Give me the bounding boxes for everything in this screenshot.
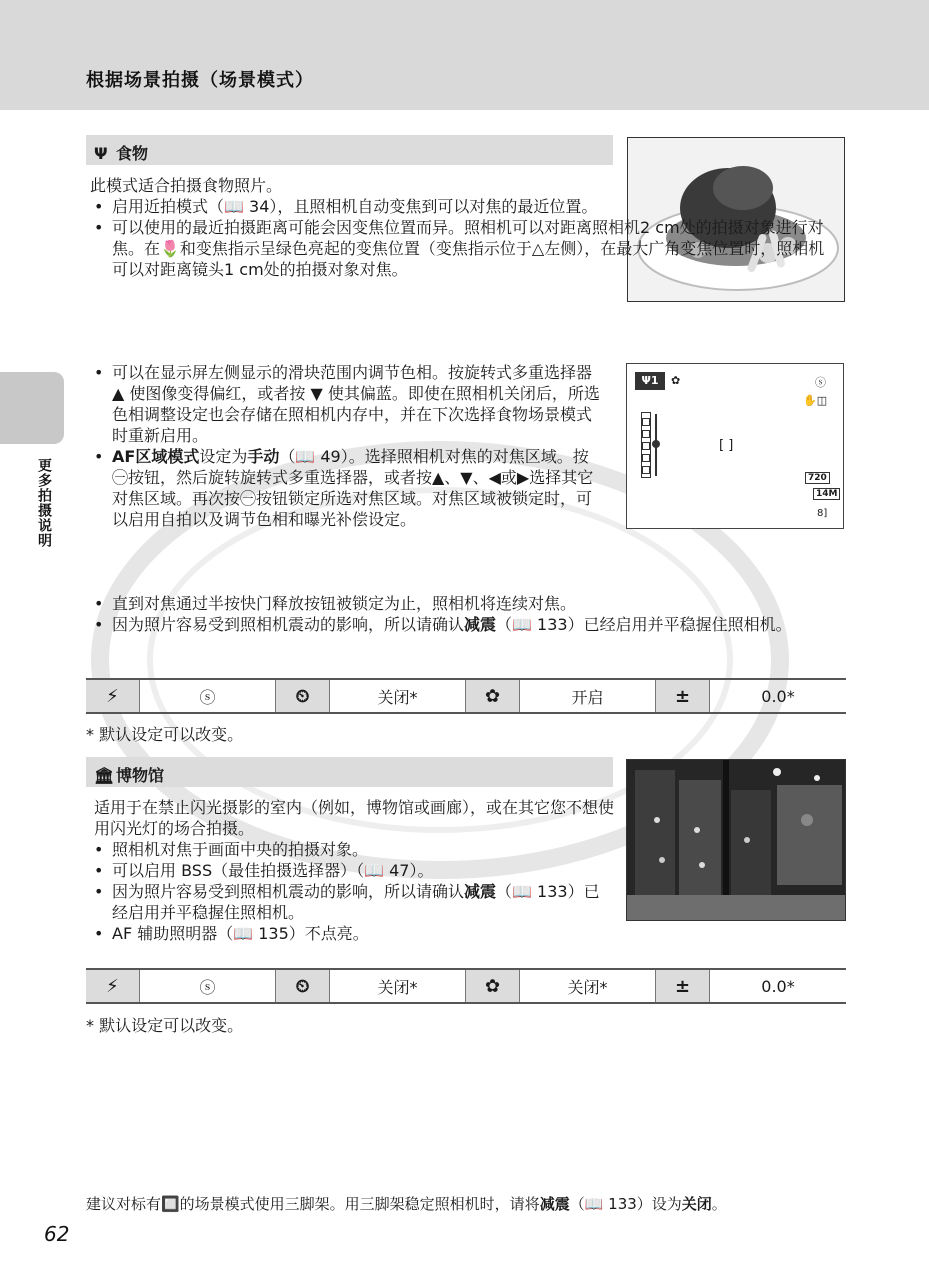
list-item: • AF 辅助照明器（📖 135）不点亮。 (90, 923, 615, 944)
footer-vr-label: 减震 (539, 1195, 570, 1213)
list-item (90, 446, 602, 530)
exposure-compensation-value: 0.0* (761, 686, 795, 706)
page-header (0, 0, 929, 110)
footer-note (86, 1194, 846, 1214)
self-timer-icon: ⏲ (276, 680, 330, 712)
fork-knife-icon: Ψ (94, 144, 108, 163)
footer-note-end: 。 (711, 1195, 727, 1213)
museum-photo (626, 759, 846, 921)
af-text-rest: （📖 49）。选择照相机对焦的对焦区域。按㊀按钮，然后旋转旋转式多重选择器，或者按▲、▼、◀或▶选择其它对焦区域。再次按㊀按钮锁定所选对焦区域。对焦区域被锁定时，可以启用自拍以及调节色相和曝光补偿设定。 (112, 447, 594, 529)
food-intro: 此模式适合拍摄食物照片。 (90, 176, 283, 195)
footer-note-text: 建议对标有🔲的场景模式使用三脚架。用三脚架稳定照相机时，请将 (86, 1195, 540, 1213)
macro-mode-icon: ✿ (466, 970, 520, 1002)
section-title-food: 食物 (116, 144, 149, 163)
food-settings-note: * 默认设定可以改变。 (86, 725, 244, 744)
museum-settings-table (86, 968, 846, 1004)
list-item (90, 614, 840, 635)
flash-mode-icon: ⚡ (86, 680, 140, 712)
camera-lcd-screen (626, 363, 844, 529)
vr-text-pre: 因为照片容易受到照相机震动的影响，所以请确认 (112, 615, 465, 634)
exposure-compensation-icon: ± (656, 680, 710, 712)
manual-label: 手动 (247, 447, 280, 466)
list-item: • 照相机对焦于画面中央的拍摄对象。 (90, 839, 615, 860)
af-area-mode-label: AF区域模式 (112, 447, 200, 466)
self-timer-value: 关闭* (330, 970, 466, 1002)
footer-off-label: 关闭 (681, 1195, 712, 1213)
macro-mode-icon: ✿ (466, 680, 520, 712)
list-item: • 可以启用 BSS（最佳拍摄选择器）（📖 47）。 (90, 860, 615, 881)
self-timer-value: 关闭* (330, 680, 466, 712)
flash-off-icon: ⓢ (140, 970, 276, 1002)
food-settings-table (86, 678, 846, 714)
flash-mode-icon: ⚡ (86, 970, 140, 1002)
vr-text-pre: 因为照片容易受到照相机震动的影响，所以请确认 (112, 882, 465, 901)
macro-mode-value: 关闭* (520, 970, 656, 1002)
side-tab (0, 372, 64, 444)
flash-off-icon: ⓢ (815, 376, 826, 389)
museum-bullet-list (90, 839, 615, 944)
food-bullet-list-2 (90, 362, 602, 530)
museum-icon: 🏛 (94, 766, 115, 785)
museum-settings-note: * 默认设定可以改变。 (86, 1016, 244, 1035)
vibration-reduction-icon: ✋◫ (803, 394, 828, 407)
image-quality-icon: 14M (813, 488, 840, 500)
section-bar-food (86, 135, 613, 165)
focus-area-bracket: [ ] (719, 438, 734, 453)
museum-intro: 适用于在禁止闪光摄影的室内（例如，博物馆或画廊），或在其它您不想使用闪光灯的场合拍摄。 (94, 798, 615, 838)
food-bullet-list-1 (90, 196, 840, 280)
vr-label: 减震 (464, 882, 497, 901)
section-bar-museum (86, 757, 613, 787)
vr-text-post: （📖 133）已经启用并平稳握住照相机。 (112, 882, 600, 922)
vr-label: 减震 (464, 615, 497, 634)
exposure-compensation-icon: ± (656, 970, 710, 1002)
self-timer-icon: ⏲ (276, 970, 330, 1002)
section-title-museum: 博物馆 (116, 766, 165, 785)
food-mode-badge: Ψ1 (635, 372, 665, 390)
movie-size-icon: 720 (805, 472, 830, 484)
list-item (90, 217, 838, 280)
list-item: • 启用近拍模式（📖 34），且照相机自动变焦到可以对焦的最近位置。 (90, 196, 610, 217)
side-tab-label: 更多拍摄说明 (36, 458, 52, 548)
list-item-text: 可以使用的最近拍摄距离可能会因变焦位置而异。照相机可以对距离照相机2 cm处的拍摄对象进行对焦。在🌷和变焦指示呈绿色亮起的变焦位置（变焦指示位于△左侧），在最大广角变焦位置时，照相机可以对距离镜头1 cm处的拍摄对象对焦。 (112, 218, 825, 279)
food-bullet-list-3 (90, 593, 840, 635)
footer-note-mid: （📖 133）设为 (569, 1195, 682, 1213)
exposure-compensation-value: 0.0* (761, 976, 795, 996)
page-title: 根据场景拍摄（场景模式） (86, 70, 314, 91)
hue-slider (639, 410, 663, 480)
list-item: • 可以在显示屏左侧显示的滑块范围内调节色相。按旋转式多重选择器 ▲ 使图像变得偏红，或者按 ▼ 使其偏蓝。即使在照相机关闭后，所选色相调整设定也会存储在照相机内存中，并在下次选择食物场景模式时重新启用。 (90, 362, 602, 446)
macro-icon: ✿ (671, 374, 681, 387)
list-item: • 直到对焦通过半按快门释放按钮被锁定为止，照相机将连续对焦。 (90, 593, 840, 614)
vr-text-post: （📖 133）已经启用并平稳握住照相机。 (496, 615, 792, 634)
af-text-mid: 设定为 (199, 447, 248, 466)
exposure-count: 8] (817, 508, 828, 519)
list-item (90, 881, 615, 923)
flash-off-icon: ⓢ (140, 680, 276, 712)
macro-mode-value: 开启 (520, 680, 656, 712)
page-number: 62 (44, 1222, 70, 1246)
